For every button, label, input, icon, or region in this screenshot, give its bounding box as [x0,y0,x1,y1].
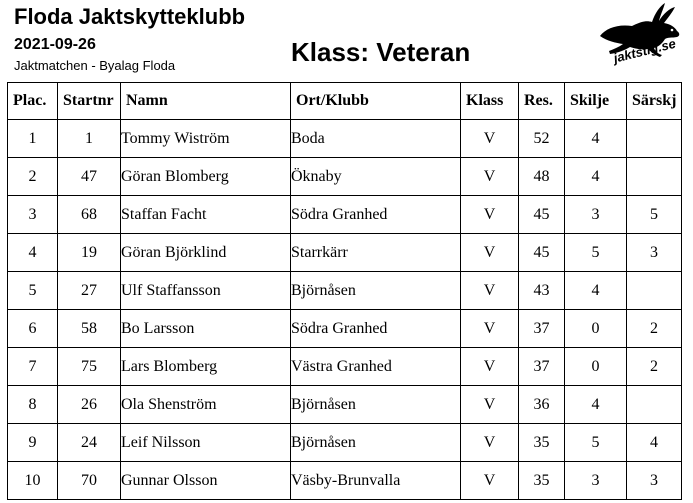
class-cell: V [461,234,519,272]
result-cell: 35 [519,462,565,500]
name-cell: Ola Shenström [121,386,291,424]
name-cell: Göran Björklind [121,234,291,272]
table-row [8,386,682,424]
shootoff-cell: 3 [627,462,682,500]
placement-cell: 3 [8,196,58,234]
shootoff-cell: 2 [627,310,682,348]
table-row [8,348,682,386]
name-cell: Göran Blomberg [121,158,291,196]
start-number-cell: 70 [58,462,121,500]
start-number-cell: 26 [58,386,121,424]
result-cell: 45 [519,196,565,234]
table-header-row [8,83,682,120]
shootoff-cell [627,386,682,424]
column-header: Skilje [565,83,627,120]
club-cell: Björnåsen [291,424,461,462]
tiebreak-cell: 4 [565,120,627,158]
result-cell: 37 [519,348,565,386]
shootoff-cell [627,272,682,310]
name-cell: Bo Larsson [121,310,291,348]
shootoff-cell [627,158,682,196]
class-cell: V [461,196,519,234]
column-header: Namn [121,83,291,120]
name-cell: Ulf Staffansson [121,272,291,310]
tiebreak-cell: 5 [565,234,627,272]
start-number-cell: 24 [58,424,121,462]
logo-text: jaktstig.se [611,35,678,66]
table-row [8,424,682,462]
result-cell: 35 [519,424,565,462]
table-row [8,272,682,310]
class-title: Klass: Veteran [291,37,471,67]
name-cell: Staffan Facht [121,196,291,234]
column-header: Res. [519,83,565,120]
club-cell: Västra Granhed [291,348,461,386]
tiebreak-cell: 3 [565,462,627,500]
tiebreak-cell: 0 [565,310,627,348]
event-date: 2021-09-26 [14,36,96,53]
class-cell: V [461,348,519,386]
start-number-cell: 75 [58,348,121,386]
placement-cell: 1 [8,120,58,158]
table-row [8,462,682,500]
table-row [8,158,682,196]
club-cell: Starrkärr [291,234,461,272]
shootoff-cell [627,120,682,158]
result-cell: 45 [519,234,565,272]
club-cell: Björnåsen [291,272,461,310]
column-header: Särskj [627,83,682,120]
column-header: Plac. [8,83,58,120]
club-cell: Öknaby [291,158,461,196]
placement-cell: 4 [8,234,58,272]
placement-cell: 7 [8,348,58,386]
tiebreak-cell: 3 [565,196,627,234]
table-row [8,120,682,158]
name-cell: Tommy Wiström [121,120,291,158]
club-cell: Södra Granhed [291,310,461,348]
start-number-cell: 19 [58,234,121,272]
placement-cell: 2 [8,158,58,196]
result-cell: 37 [519,310,565,348]
start-number-cell: 27 [58,272,121,310]
placement-cell: 6 [8,310,58,348]
club-cell: Södra Granhed [291,196,461,234]
class-cell: V [461,310,519,348]
club-cell: Boda [291,120,461,158]
column-header: Ort/Klubb [291,83,461,120]
class-cell: V [461,120,519,158]
column-header: Startnr [58,83,121,120]
event-name: Jaktmatchen - Byalag Floda [14,58,176,73]
placement-cell: 9 [8,424,58,462]
table-row [8,196,682,234]
table-row [8,310,682,348]
shootoff-cell: 2 [627,348,682,386]
club-cell: Väsby-Brunvalla [291,462,461,500]
shootoff-cell: 3 [627,234,682,272]
class-cell: V [461,462,519,500]
result-cell: 36 [519,386,565,424]
name-cell: Gunnar Olsson [121,462,291,500]
placement-cell: 8 [8,386,58,424]
shootoff-cell: 4 [627,424,682,462]
result-cell: 52 [519,120,565,158]
class-cell: V [461,386,519,424]
result-cell: 43 [519,272,565,310]
table-row [8,234,682,272]
club-cell: Björnåsen [291,386,461,424]
tiebreak-cell: 5 [565,424,627,462]
name-cell: Lars Blomberg [121,348,291,386]
placement-cell: 5 [8,272,58,310]
tiebreak-cell: 4 [565,158,627,196]
shootoff-cell: 5 [627,196,682,234]
start-number-cell: 1 [58,120,121,158]
start-number-cell: 68 [58,196,121,234]
tiebreak-cell: 4 [565,386,627,424]
tiebreak-cell: 4 [565,272,627,310]
name-cell: Leif Nilsson [121,424,291,462]
club-name: Floda Jaktskytteklubb [14,4,246,29]
placement-cell: 10 [8,462,58,500]
start-number-cell: 58 [58,310,121,348]
start-number-cell: 47 [58,158,121,196]
class-cell: V [461,158,519,196]
tiebreak-cell: 0 [565,348,627,386]
column-header: Klass [461,83,519,120]
hare-logo-icon [592,2,692,70]
class-cell: V [461,424,519,462]
result-cell: 48 [519,158,565,196]
results-table [7,82,682,500]
class-cell: V [461,272,519,310]
